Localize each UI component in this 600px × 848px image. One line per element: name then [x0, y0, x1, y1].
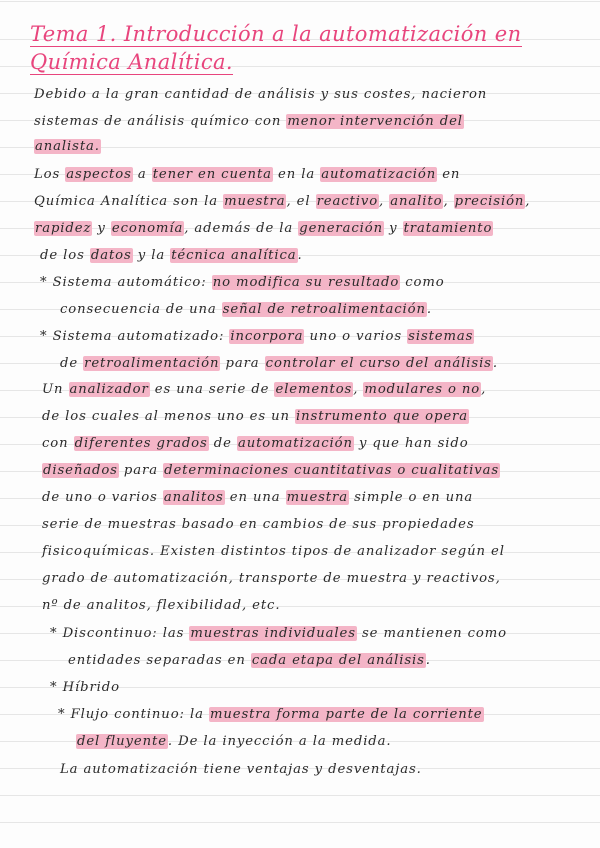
note-line — [34, 166, 460, 184]
highlighted-text: muestra forma parte de la corriente — [209, 707, 483, 722]
note-text: en una — [224, 490, 286, 505]
highlighted-text: no modifica su resultado — [212, 275, 400, 290]
highlighted-text: muestras individuales — [190, 626, 356, 641]
highlighted-text: muestra — [286, 490, 348, 505]
note-text: serie de muestras basado en cambios de sus propiedades — [42, 517, 475, 532]
note-text: * Sistema automático: — [40, 275, 212, 290]
highlighted-text: tratamiento — [403, 221, 493, 236]
note-line — [42, 408, 469, 426]
highlighted-text: retroalimentación — [84, 356, 220, 371]
highlighted-text: automatización — [321, 167, 437, 182]
highlighted-text: técnica analítica — [171, 248, 297, 263]
note-line — [40, 247, 303, 265]
highlighted-text: señal de retroalimentación — [222, 302, 426, 317]
highlighted-text: muestra — [224, 194, 286, 209]
highlighted-text: aspectos — [66, 167, 132, 182]
note-line — [42, 462, 500, 480]
note-text: y — [92, 221, 111, 236]
note-line — [34, 220, 493, 238]
title-line-1: Tema 1. Introducción a la automatización en — [30, 22, 522, 46]
note-text: * Discontinuo: las — [50, 626, 190, 641]
highlighted-text: elementos — [275, 382, 353, 397]
note-line — [42, 489, 473, 507]
note-text: * Sistema automatizado: — [40, 329, 230, 344]
highlighted-text: instrumento que opera — [296, 409, 469, 424]
note-line — [60, 355, 498, 373]
note-line — [34, 86, 487, 104]
note-text: * Flujo continuo: la — [58, 707, 209, 722]
note-text: de — [60, 356, 84, 371]
note-line — [60, 301, 432, 319]
note-line — [68, 652, 431, 670]
title-line-2: Química Analítica. — [30, 50, 233, 74]
note-text: , además de la — [184, 221, 299, 236]
note-text: en la — [272, 167, 321, 182]
note-text: Química Analítica son la — [34, 194, 224, 209]
highlighted-text: incorpora — [230, 329, 304, 344]
note-text: Un — [42, 382, 69, 397]
note-text: para — [118, 463, 164, 478]
note-text: La automatización tiene ventajas y desventajas. — [60, 762, 422, 777]
note-text: de — [208, 436, 237, 451]
note-text: y — [384, 221, 403, 236]
highlighted-text: rapidez — [35, 221, 92, 236]
note-text: . — [492, 356, 498, 371]
highlighted-text: automatización — [237, 436, 353, 451]
note-text: simple o en una — [348, 490, 474, 505]
highlighted-text: datos — [90, 248, 132, 263]
note-line — [60, 761, 422, 779]
highlighted-text: reactivo — [316, 194, 379, 209]
note-text: de uno o varios — [42, 490, 163, 505]
note-text: , — [353, 382, 364, 397]
note-text: y que han sido — [353, 436, 469, 451]
note-text: . — [425, 653, 431, 668]
page-title — [30, 20, 590, 76]
note-line — [42, 435, 469, 453]
note-text: y la — [132, 248, 171, 263]
note-text: con — [42, 436, 74, 451]
note-text: de los — [40, 248, 90, 263]
note-line — [40, 274, 445, 292]
note-text: . De la inyección a la medida. — [167, 734, 392, 749]
highlighted-text: tener en cuenta — [152, 167, 272, 182]
highlighted-text: del fluyente — [77, 734, 167, 749]
note-text: , el — [286, 194, 316, 209]
note-line — [50, 625, 507, 643]
highlighted-text: economía — [111, 221, 184, 236]
note-text: , — [379, 194, 390, 209]
note-text: * Híbrido — [50, 680, 120, 695]
note-text: para — [220, 356, 265, 371]
note-line — [42, 516, 475, 534]
highlighted-text: diseñados — [43, 463, 118, 478]
note-line — [58, 706, 484, 724]
note-text: . — [426, 302, 432, 317]
note-line — [42, 543, 505, 561]
note-text: Debido a la gran cantidad de análisis y sus costes, nacieron — [34, 87, 488, 102]
note-text: se mantienen como — [356, 626, 508, 641]
note-text: fisicoquímicas. Existen distintos tipos de analizador según el — [42, 544, 505, 559]
note-text: , — [525, 194, 531, 209]
highlighted-text: analizador — [69, 382, 149, 397]
highlighted-text: diferentes grados — [74, 436, 208, 451]
note-text: , — [443, 194, 454, 209]
highlighted-text: modulares o no — [364, 382, 481, 397]
note-line — [40, 328, 474, 346]
note-line — [34, 113, 464, 131]
note-line — [34, 138, 101, 156]
note-text: de los cuales al menos uno es un — [42, 409, 296, 424]
highlighted-text: analitos — [163, 490, 224, 505]
note-text: Los — [34, 167, 66, 182]
note-line — [42, 597, 280, 615]
note-line — [50, 679, 120, 697]
note-text: sistemas de análisis químico con — [34, 114, 287, 129]
note-line — [42, 570, 501, 588]
note-text: entidades separadas en — [68, 653, 251, 668]
highlighted-text: sistemas — [408, 329, 474, 344]
note-line — [42, 381, 486, 399]
note-text: consecuencia de una — [60, 302, 222, 317]
highlighted-text: determinaciones cuantitativas o cualitativas — [164, 463, 500, 478]
note-line — [76, 733, 392, 751]
highlighted-text: analito — [390, 194, 443, 209]
highlighted-text: controlar el curso del análisis — [265, 356, 492, 371]
highlighted-text: generación — [299, 221, 384, 236]
note-text: como — [400, 275, 445, 290]
note-line — [34, 193, 530, 211]
highlighted-text: cada etapa del análisis — [251, 653, 425, 668]
note-text: uno o varios — [304, 329, 408, 344]
note-text: a — [132, 167, 152, 182]
note-text: nº de analitos, flexibilidad, etc. — [42, 598, 281, 613]
note-text: es una serie de — [149, 382, 275, 397]
note-text: . — [297, 248, 303, 263]
note-text: , — [481, 382, 487, 397]
note-text: grado de automatización, transporte de muestra y reactivos, — [42, 571, 501, 586]
highlighted-text: analista. — [35, 139, 100, 154]
note-text: en — [437, 167, 461, 182]
highlighted-text: precisión — [454, 194, 525, 209]
highlighted-text: menor intervención del — [287, 114, 463, 129]
